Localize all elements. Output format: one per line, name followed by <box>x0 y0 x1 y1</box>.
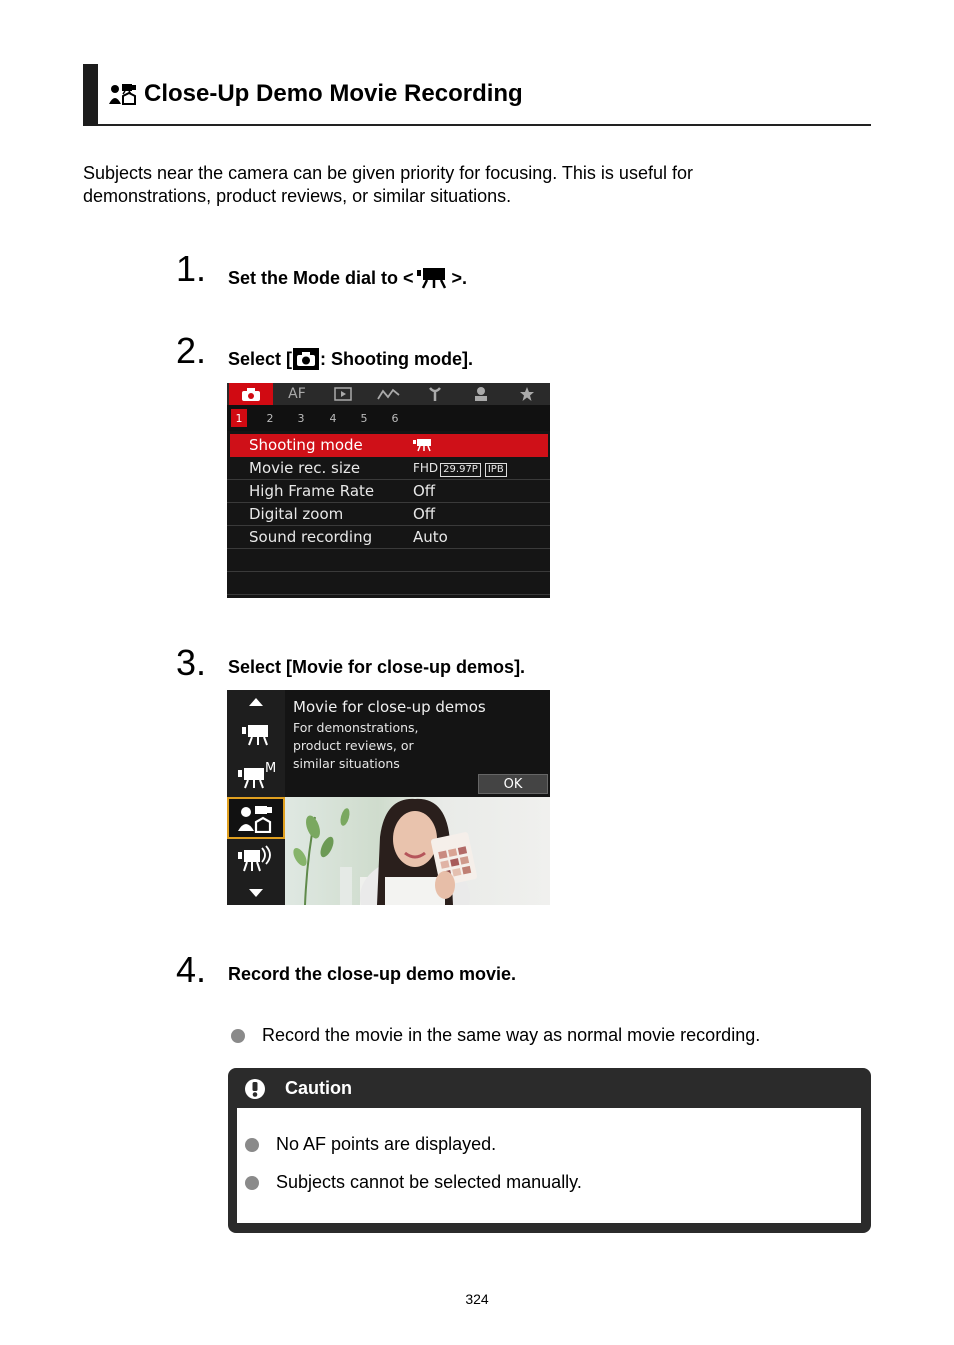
menu-item-empty <box>227 549 550 572</box>
step4-bullet: Record the movie in the same way as normal movie recording. <box>262 1025 761 1045</box>
movie-mode-icon <box>413 438 433 452</box>
tab-playback[interactable] <box>321 383 365 405</box>
menu-item-sound-recording[interactable] <box>227 526 550 549</box>
menu-item-label: Movie rec. size <box>249 459 361 477</box>
menu-subtabs <box>227 405 550 431</box>
step-text-before: Select [ <box>228 348 293 369</box>
camera-icon <box>241 387 261 402</box>
step-text-after: >. <box>451 267 468 288</box>
menu-item-movie-rec-size[interactable] <box>227 457 550 480</box>
mode-movie-auto[interactable] <box>227 716 285 754</box>
mode-movie-manual[interactable] <box>227 756 285 794</box>
intro-paragraph: Subjects near the camera can be given priority for focusing. This is useful for demonstrations, product reviews, or similar situations. <box>83 163 693 206</box>
tab-setup[interactable] <box>413 383 457 405</box>
section-heading <box>83 64 871 126</box>
camera-icon <box>293 348 319 370</box>
ok-button[interactable]: OK <box>478 774 548 794</box>
subtab-1[interactable]: 1 <box>231 409 247 427</box>
step-number: 3. <box>176 642 207 683</box>
caution-body <box>237 1108 861 1223</box>
menu-item-label: High Frame Rate <box>249 482 375 500</box>
star-icon <box>519 386 535 402</box>
scroll-down-icon[interactable] <box>227 884 285 902</box>
mode-select-screen <box>227 690 550 905</box>
scroll-up-icon[interactable] <box>227 692 285 712</box>
subtab-4[interactable]: 4 <box>329 411 337 425</box>
page-title: Close-Up Demo Movie Recording <box>144 80 523 107</box>
caution-item: No AF points are displayed. <box>276 1134 497 1154</box>
bullet-dot <box>245 1176 259 1190</box>
step-number: 1. <box>176 248 207 289</box>
movie-manual-icon <box>236 760 276 790</box>
menu-item-value <box>413 438 433 456</box>
menu-item-high-frame-rate[interactable] <box>227 480 550 503</box>
wrench-icon <box>428 386 442 402</box>
compression-badge: IPB <box>485 463 507 477</box>
close-up-demo-icon <box>238 803 274 833</box>
playback-icon <box>334 387 352 401</box>
caution-box <box>228 1068 871 1233</box>
bullet-dot <box>245 1138 259 1152</box>
tab-custom[interactable] <box>459 383 503 405</box>
menu-item-empty <box>227 572 550 595</box>
fhd-label: FHD <box>413 461 439 475</box>
custom-function-icon <box>473 386 489 402</box>
step-text-before: Set the Mode dial to < <box>228 267 414 288</box>
movie-stabilizer-icon <box>236 844 276 874</box>
menu-item-value <box>413 461 507 477</box>
heading-bar <box>83 64 98 126</box>
menu-item-value: Off <box>413 505 436 523</box>
menu-item-value: Off <box>413 482 436 500</box>
menu-item-value: Auto <box>413 528 448 546</box>
caution-title: Caution <box>285 1078 352 1098</box>
wireless-icon <box>377 387 401 401</box>
close-up-demo-icon <box>109 82 137 106</box>
menu-item-digital-zoom[interactable] <box>227 503 550 526</box>
step-number: 4. <box>176 949 207 990</box>
step-text: Select [Movie for close-up demos]. <box>228 657 526 677</box>
sample-photo <box>285 797 550 905</box>
mode-close-up-demo[interactable] <box>227 797 285 839</box>
step-text: Record the close-up demo movie. <box>228 964 517 984</box>
mode-title: Movie for close-up demos <box>293 698 486 716</box>
step-text <box>228 266 467 290</box>
subtab-2[interactable]: 2 <box>266 411 274 425</box>
mode-desc-line: similar situations <box>293 756 400 771</box>
mode-desc-line: For demonstrations, <box>293 720 419 735</box>
mode-movie-stabilizer[interactable] <box>227 840 285 878</box>
bullet-dot <box>231 1029 245 1043</box>
warning-icon <box>244 1078 266 1100</box>
step-text <box>228 348 473 370</box>
woman-with-palette-illustration <box>285 797 550 905</box>
caution-item: Subjects cannot be selected manually. <box>276 1172 582 1192</box>
tab-shooting[interactable] <box>229 383 273 405</box>
tab-my-menu[interactable] <box>505 383 549 405</box>
step-number: 2. <box>176 330 207 371</box>
frame-rate-badge: 29.97P <box>440 463 481 477</box>
tab-af[interactable]: AF <box>288 386 306 402</box>
tab-wireless[interactable] <box>367 383 411 405</box>
menu-item-label: Shooting mode <box>249 436 363 454</box>
movie-mode-icon <box>417 266 449 290</box>
step-text-after: : Shooting mode]. <box>320 348 474 369</box>
subtab-5[interactable]: 5 <box>360 411 368 425</box>
camera-menu-screen <box>227 383 550 598</box>
subtab-3[interactable]: 3 <box>297 411 305 425</box>
menu-item-shooting-mode[interactable] <box>230 434 548 457</box>
menu-item-label: Sound recording <box>249 528 373 546</box>
page-number: 324 <box>465 1291 489 1307</box>
mode-desc-line: product reviews, or <box>293 738 414 753</box>
movie-mode-icon <box>240 721 272 749</box>
menu-item-label: Digital zoom <box>249 505 344 523</box>
svg-text:M: M <box>265 761 276 776</box>
menu-tabs <box>227 383 550 405</box>
subtab-6[interactable]: 6 <box>391 411 399 425</box>
mode-list <box>227 690 285 905</box>
